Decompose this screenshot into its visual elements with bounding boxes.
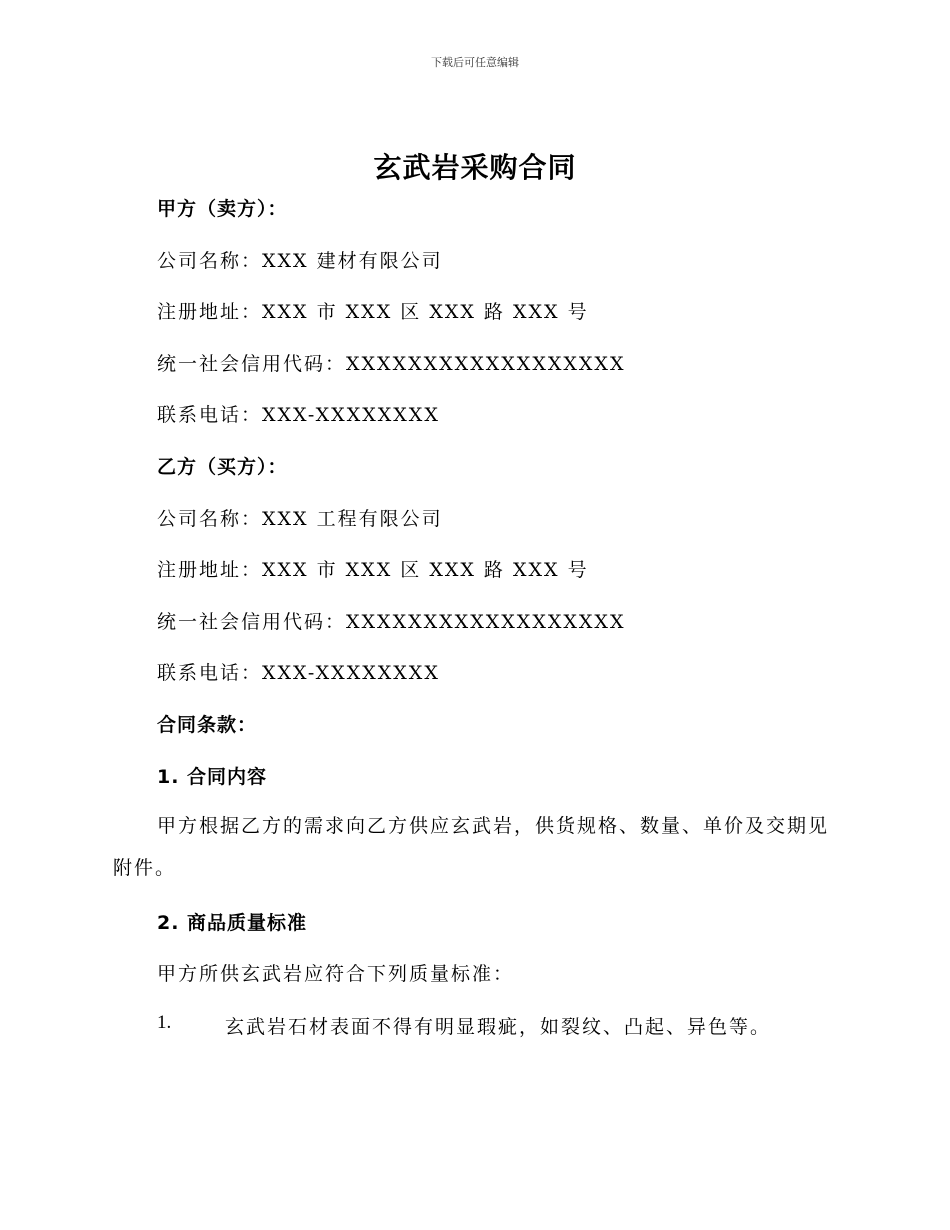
- list-item-number: 1.: [157, 1012, 172, 1033]
- party-b-company: 公司名称：XXX 工程有限公司: [157, 508, 443, 530]
- party-b-phone: 联系电话：XXX-XXXXXXXX: [157, 662, 440, 684]
- section-1-body: 甲方根据乙方的需求向乙方供应玄武岩，供货规格、数量、单价及交期见附件。: [113, 815, 830, 879]
- party-a-company: 公司名称：XXX 建材有限公司: [157, 250, 443, 272]
- terms-heading: 合同条款：: [157, 714, 258, 736]
- party-a-heading: 甲方（卖方）：: [157, 198, 288, 220]
- party-b-address: 注册地址：XXX 市 XXX 区 XXX 路 XXX 号: [157, 559, 589, 581]
- party-a-phone: 联系电话：XXX-XXXXXXXX: [157, 404, 440, 426]
- document-title: 玄武岩采购合同: [373, 151, 577, 184]
- header-note: 下载后可任意编辑: [431, 56, 519, 69]
- section-2-intro: 甲方所供玄武岩应符合下列质量标准：: [157, 963, 515, 985]
- party-b-heading: 乙方（买方）：: [157, 456, 288, 478]
- party-a-address: 注册地址：XXX 市 XXX 区 XXX 路 XXX 号: [157, 301, 589, 323]
- party-a-credit-code: 统一社会信用代码：XXXXXXXXXXXXXXXXXX: [157, 353, 626, 375]
- list-item-text: 玄武岩石材表面不得有明显瑕疵，如裂纹、凸起、异色等。: [225, 1016, 772, 1038]
- section-1-heading: 1. 合同内容: [157, 766, 268, 788]
- section-2-heading: 2. 商品质量标准: [157, 912, 308, 934]
- party-b-credit-code: 统一社会信用代码：XXXXXXXXXXXXXXXXXX: [157, 611, 626, 633]
